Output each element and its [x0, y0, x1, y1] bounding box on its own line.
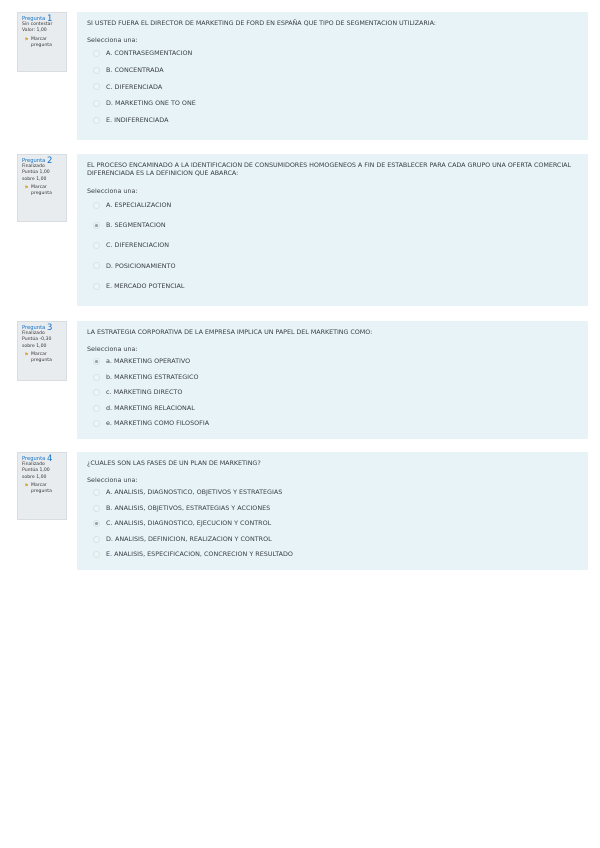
radio-button[interactable] [93, 358, 100, 365]
question-info-panel [17, 321, 67, 381]
answer-options [87, 195, 578, 296]
question-number-value: 3 [46, 323, 53, 333]
radio-button[interactable] [93, 489, 100, 496]
radio-button[interactable] [93, 536, 100, 543]
answer-option[interactable] [93, 400, 578, 416]
question-status: Sin contestar [22, 22, 53, 28]
answer-option[interactable] [93, 62, 578, 79]
question-score: sobre 1,00 [22, 474, 47, 480]
radio-button[interactable] [93, 202, 100, 209]
answer-option-label: D. POSICIONAMIENTO [106, 261, 176, 270]
answer-option-label: E. INDIFERENCIADA [106, 116, 169, 125]
answer-option[interactable] [93, 416, 578, 432]
question-score: Valor: 1,00 [22, 28, 47, 34]
question-label: Pregunta [22, 158, 46, 164]
answer-prompt: Selecciona una: [87, 186, 138, 195]
question-score: sobre 1,00 [22, 343, 47, 349]
question-content [77, 154, 588, 306]
answer-option[interactable] [93, 78, 578, 95]
answer-option[interactable] [93, 195, 578, 215]
radio-button[interactable] [93, 222, 100, 229]
answer-option-label: C. DIFERENCIACION [106, 241, 170, 250]
answer-prompt: Selecciona una: [87, 345, 138, 354]
answer-option-label: e. MARKETING COMO FILOSOFIA [106, 419, 210, 428]
flag-question-label: Marcar pregunta [31, 184, 52, 197]
radio-button[interactable] [93, 283, 100, 290]
question-content [77, 12, 588, 140]
question-label: Pregunta [22, 16, 46, 22]
question-number-value: 2 [46, 156, 53, 166]
radio-button[interactable] [93, 242, 100, 249]
answer-option[interactable] [93, 256, 578, 276]
answer-option[interactable] [93, 547, 578, 563]
answer-option-label: A. ANALISIS, DIAGNOSTICO, OBJETIVOS Y ESTRATEGIAS [106, 488, 283, 497]
answer-option-label: B. ANALISIS, OBJETIVOS, ESTRATEGIAS Y ACCIONES [106, 503, 271, 512]
answer-option[interactable] [93, 354, 578, 370]
answer-option-label: E. ANALISIS, ESPECIFICACION, CONCRECION Y RESULTADO [106, 550, 293, 559]
answer-option[interactable] [93, 516, 578, 532]
answer-option[interactable] [93, 500, 578, 516]
radio-button[interactable] [93, 100, 100, 107]
answer-option[interactable] [93, 45, 578, 62]
question-label: Pregunta [22, 456, 46, 462]
answer-options [87, 45, 578, 129]
question-number-value: 4 [46, 454, 53, 464]
answer-option[interactable] [93, 385, 578, 401]
question-content [77, 321, 588, 439]
radio-button[interactable] [93, 374, 100, 381]
question-text: SI USTED FUERA EL DIRECTOR DE MARKETING DE FORD EN ESPAÑA QUE TIPO DE SEGMENTACION UTILIZARIA: [87, 19, 436, 27]
question-info-panel [17, 12, 67, 72]
answer-option-label: a. MARKETING OPERATIVO [106, 357, 191, 366]
answer-option-label: d. MARKETING RELACIONAL [106, 403, 195, 412]
answer-prompt: Selecciona una: [87, 36, 138, 45]
answer-options [87, 354, 578, 432]
radio-button[interactable] [93, 117, 100, 124]
radio-button[interactable] [93, 83, 100, 90]
radio-button[interactable] [93, 420, 100, 427]
question-score: Puntúa 1,00 [22, 468, 50, 474]
answer-option-label: D. MARKETING ONE TO ONE [106, 99, 196, 108]
question-info-panel [17, 452, 67, 520]
question-text: LA ESTRATEGIA CORPORATIVA DE LA EMPRESA IMPLICA UN PAPEL DEL MARKETING COMO: [87, 328, 373, 336]
flag-question-label: Marcar pregunta [31, 482, 52, 495]
answer-option-label: C. ANALISIS, DIAGNOSTICO, EJECUCION Y CONTROL [106, 519, 272, 528]
question-status: Finalizado [22, 462, 45, 468]
question-info-panel [17, 154, 67, 222]
flag-question-label: Marcar pregunta [31, 351, 52, 364]
answer-option-label: A. CONTRASEGMENTACION [106, 49, 193, 57]
radio-button[interactable] [93, 551, 100, 558]
answer-option-label: B. CONCENTRADA [106, 65, 164, 74]
question-score: sobre 1,00 [22, 176, 47, 182]
question-number-value: 1 [46, 14, 53, 24]
answer-option-label: E. MERCADO POTENCIAL [106, 281, 185, 290]
flag-icon: ⚑ [24, 36, 29, 43]
question-label: Pregunta [22, 325, 46, 331]
answer-option[interactable] [93, 112, 578, 129]
flag-icon: ⚑ [24, 351, 29, 358]
radio-button[interactable] [93, 50, 100, 57]
flag-icon: ⚑ [24, 482, 29, 489]
answer-option[interactable] [93, 215, 578, 235]
radio-button[interactable] [93, 405, 100, 412]
answer-option[interactable] [93, 95, 578, 112]
flag-question-button[interactable] [22, 352, 62, 364]
flag-question-button[interactable] [22, 483, 62, 495]
flag-question-button[interactable] [22, 185, 62, 197]
question-status: Finalizado [22, 331, 45, 337]
answer-option-label: D. ANALISIS, DEFINICION, REALIZACION Y CONTROL [106, 534, 272, 543]
answer-option-label: c. MARKETING DIRECTO [106, 388, 183, 397]
radio-button[interactable] [93, 505, 100, 512]
question-text: ¿CUALES SON LAS FASES DE UN PLAN DE MARKETING? [87, 459, 261, 467]
answer-option[interactable] [93, 236, 578, 256]
flag-question-button[interactable] [22, 37, 62, 49]
answer-option-label: b. MARKETING ESTRATEGICO [106, 372, 199, 381]
flag-icon: ⚑ [24, 184, 29, 191]
answer-prompt: Selecciona una: [87, 476, 138, 485]
answer-option-label: C. DIFERENCIADA [106, 82, 163, 91]
answer-option[interactable] [93, 531, 578, 547]
answer-option-label: B. SEGMENTACION [106, 221, 166, 230]
question-score: Puntúa 1,00 [22, 170, 50, 176]
radio-button[interactable] [93, 389, 100, 396]
answer-option[interactable] [93, 369, 578, 385]
question-content [77, 452, 588, 570]
answer-option[interactable] [93, 276, 578, 296]
radio-button[interactable] [93, 67, 100, 74]
answer-option[interactable] [93, 485, 578, 501]
question-status: Finalizado [22, 164, 45, 170]
flag-question-label: Marcar pregunta [31, 36, 52, 48]
question-text: EL PROCESO ENCAMINADO A LA IDENTIFICACION DE CONSUMIDORES HOMOGENEOS A FIN DE ESTABLECER PARA CADA GRUPO UNA OFERTA COMERCIAL DIFERENCIADA ES LA DEFINICION QUE ABARCA: [87, 161, 571, 178]
answer-option-label: A. ESPECIALIZACION [106, 201, 172, 210]
radio-button[interactable] [93, 520, 100, 527]
radio-button[interactable] [93, 262, 100, 269]
question-score: Puntúa -0,30 [22, 337, 52, 343]
answer-options [87, 485, 578, 563]
